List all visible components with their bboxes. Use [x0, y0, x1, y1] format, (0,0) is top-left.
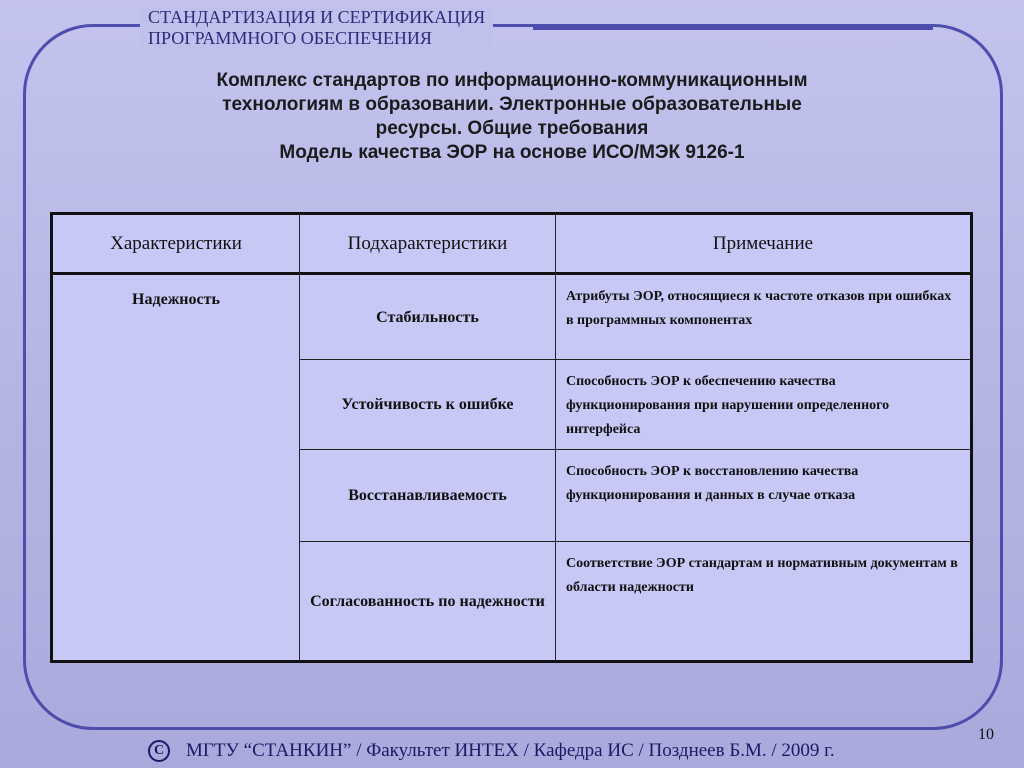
title-line-4: Модель качества ЭОР на основе ИСО/МЭК 9126-1	[279, 142, 745, 163]
subcharacteristic-cell: Восстанавливаемость	[300, 450, 556, 542]
header-subcharacteristics: Подхарактеристики	[300, 214, 556, 274]
header-characteristics: Характеристики	[52, 214, 300, 274]
subcharacteristic-cell: Стабильность	[300, 274, 556, 360]
table-header-row	[52, 214, 972, 274]
header-note: Примечание	[556, 214, 972, 274]
copyright-icon: С	[148, 740, 170, 762]
quality-model-table	[50, 212, 973, 663]
header-line-1: СТАНДАРТИЗАЦИЯ И СЕРТИФИКАЦИЯ	[148, 7, 486, 27]
header-line-2: ПРОГРАММНОГО ОБЕСПЕЧЕНИЯ	[148, 28, 432, 48]
header-rule	[533, 27, 933, 30]
table-row	[52, 274, 972, 360]
note-cell: Способность ЭОР к обеспечению качества функционирования при нарушении определенного интерфейса	[556, 360, 972, 450]
slide-title	[120, 69, 904, 165]
note-cell: Способность ЭОР к восстановлению качества функционирования и данных в случае отказа	[556, 450, 972, 542]
page-number: 10	[978, 726, 994, 743]
title-line-2: технологиям в образовании. Электронные образовательные	[222, 94, 802, 115]
title-line-3: ресурсы. Общие требования	[375, 118, 649, 139]
slide-footer	[148, 739, 888, 763]
characteristic-cell: Надежность	[52, 274, 300, 662]
subcharacteristic-cell: Согласованность по надежности	[300, 542, 556, 662]
footer-text: МГТУ “СТАНКИН” / Факультет ИНТЕХ / Кафедра ИС / Позднеев Б.М. / 2009 г.	[186, 740, 835, 761]
subcharacteristic-cell: Устойчивость к ошибке	[300, 360, 556, 450]
slide-header	[140, 7, 493, 49]
title-line-1: Комплекс стандартов по информационно-коммуникационным	[216, 70, 808, 91]
note-cell: Соответствие ЭОР стандартам и нормативным документам в области надежности	[556, 542, 972, 662]
note-cell: Атрибуты ЭОР, относящиеся к частоте отказов при ошибках в программных компонентах	[556, 274, 972, 360]
